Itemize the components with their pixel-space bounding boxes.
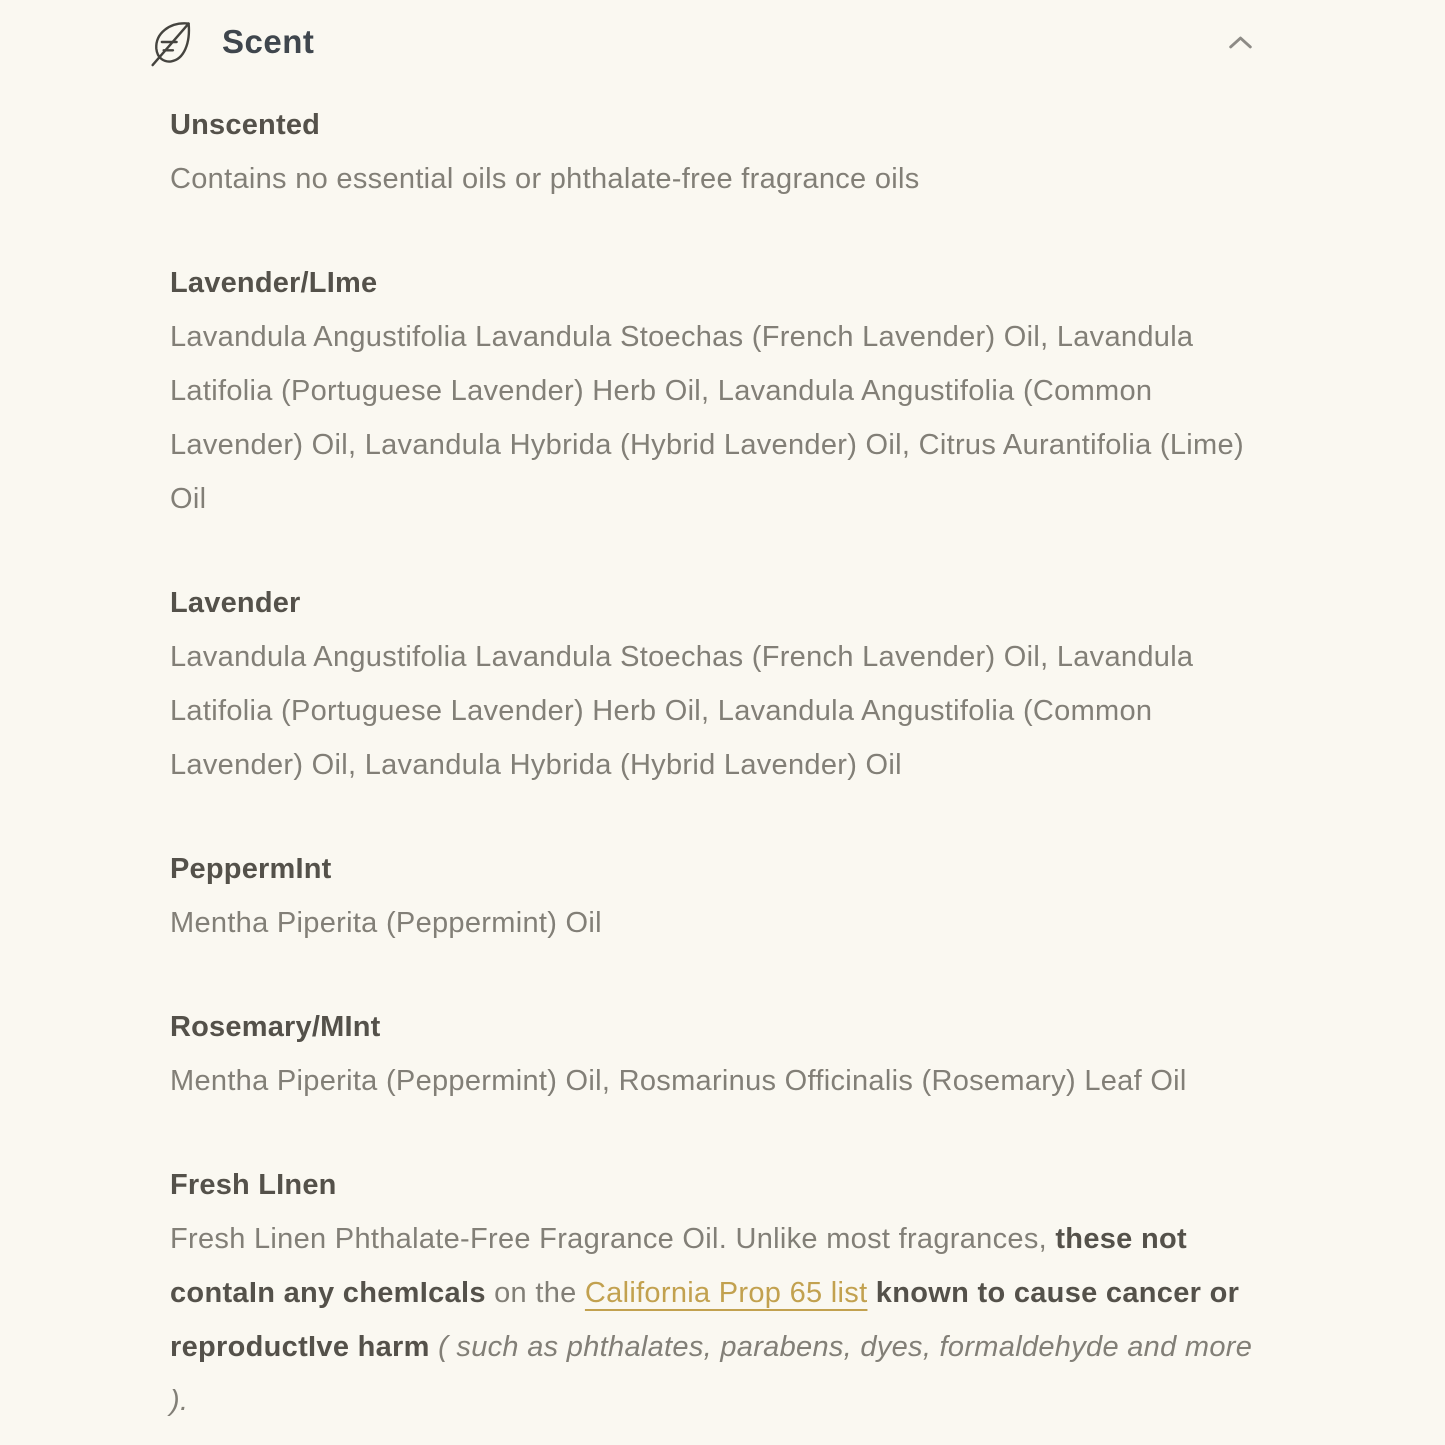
scent-description: Lavandula Angustifolia Lavandula Stoechas (French Lavender) Oil, Lavandula Latifolia (Portuguese Lavender) Herb Oil, Lavandula Angustifolia (Common Lavender) Oil, Lavandula Hybrida (Hybrid Lavender) Oil, Citrus Aurantifolia (Lime) Oil bbox=[170, 321, 1244, 515]
desc-text: on the bbox=[485, 1277, 585, 1309]
scent-description bbox=[170, 1212, 1272, 1428]
scent-item-fresh-linen bbox=[170, 1158, 1272, 1428]
desc-italic-text: ( such as phthalates, parabens, dyes, formaldehyde and more ). bbox=[170, 1331, 1253, 1417]
scent-item-lavender-lime bbox=[170, 256, 1272, 526]
accordion-header-scent[interactable] bbox=[148, 16, 1259, 68]
scent-name: Lavender bbox=[170, 587, 301, 619]
desc-bold-text: known to cause cancer or reproductIve harm bbox=[170, 1277, 1240, 1363]
scent-description: Mentha Piperita (Peppermint) Oil bbox=[170, 907, 602, 939]
scent-item-unscented bbox=[170, 98, 1272, 206]
scent-description: Lavandula Angustifolia Lavandula Stoechas (French Lavender) Oil, Lavandula Latifolia (Portuguese Lavender) Herb Oil, Lavandula Angustifolia (Common Lavender) Oil, Lavandula Hybrida (Hybrid Lavender) Oil bbox=[170, 641, 1194, 781]
scent-list bbox=[170, 98, 1272, 1428]
scent-name: Rosemary/MInt bbox=[170, 1011, 381, 1043]
desc-text: Fresh Linen Phthalate-Free Fragrance Oil. Unlike most fragrances, bbox=[170, 1223, 1056, 1255]
desc-bold-text: these not contaIn any chemIcals bbox=[170, 1223, 1187, 1309]
chevron-up-icon[interactable] bbox=[1222, 29, 1259, 56]
scent-item-peppermint bbox=[170, 842, 1272, 950]
scent-item-rosemary-mint bbox=[170, 1000, 1272, 1108]
california-prop-65-link[interactable]: California Prop 65 list bbox=[584, 1277, 868, 1309]
scent-description: Mentha Piperita (Peppermint) Oil, Rosmarinus Officinalis (Rosemary) Leaf Oil bbox=[170, 1065, 1187, 1097]
section-title: Scent bbox=[222, 23, 315, 60]
scent-name: Lavender/LIme bbox=[170, 267, 378, 299]
scent-name: Fresh LInen bbox=[170, 1169, 337, 1201]
leaf-icon bbox=[148, 17, 196, 67]
scent-description: Contains no essential oils or phthalate-free fragrance oils bbox=[170, 163, 920, 195]
scent-name: PeppermInt bbox=[170, 853, 332, 885]
scent-item-lavender bbox=[170, 576, 1272, 792]
scent-name: Unscented bbox=[170, 109, 321, 141]
